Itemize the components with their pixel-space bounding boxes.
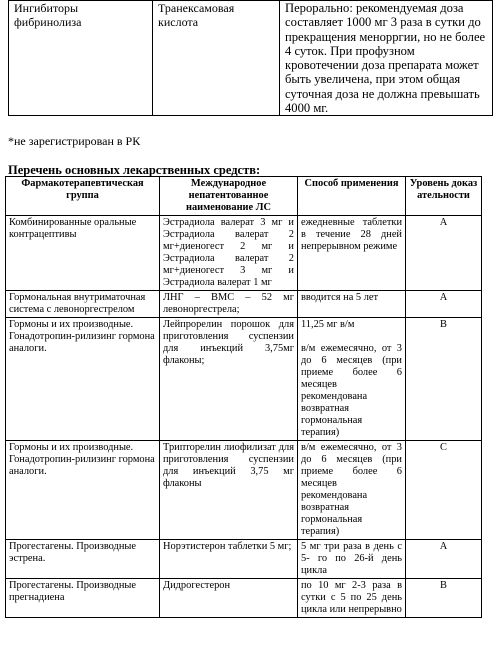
method-cell: ежедневные таблетки в течение 28 дней непрерывном режиме <box>298 216 406 291</box>
group-cell: Ингибиторы фибринолиза <box>9 1 153 116</box>
fibrinolysis-inhibitor-table <box>8 0 493 116</box>
inn-cell: Трипторелин лиофилизат для приготовления суспензии для инъекций 3,75 мг флаконы <box>160 441 298 540</box>
method-cell: вводится на 5 лет <box>298 291 406 318</box>
drug-cell: Транексамовая кислота <box>153 1 280 116</box>
essential-drugs-table <box>5 176 482 618</box>
inn-cell: Дидрогестерон <box>160 579 298 618</box>
inn-cell: Норэтистерон таблетки 5 мг; <box>160 540 298 579</box>
inn-cell: Лейпрорелин порошок для приготовления суспензии для инъекций 3,75мг флаконы; <box>160 318 298 441</box>
table-row <box>9 1 493 116</box>
method-cell: в/м ежемесячно, от 3 до 6 месяцев (при приеме более 6 месяцев рекомендована возвратная гормональная терапия) <box>298 441 406 540</box>
inn-cell: ЛНГ – ВМС – 52 мг левоноргестрела; <box>160 291 298 318</box>
group-cell: Прогестагены. Производные эстрена. <box>6 540 160 579</box>
method-cell: 11,25 мг в/м в/м ежемесячно, от 3 до 6 месяцев (при приеме более 6 месяцев рекомендована возвратная гормональная терапия) <box>298 318 406 441</box>
level-cell: А <box>406 291 482 318</box>
table-row <box>6 216 482 291</box>
header-group: Фармакотерапевтическая группа <box>6 177 160 216</box>
level-cell: С <box>406 441 482 540</box>
header-level: Уровень доказательности <box>406 177 482 216</box>
table-row <box>6 291 482 318</box>
inn-cell: Эстрадиола валерат 3 мг и Эстрадиола валерат 2 мг+диеногест 2 мг и Эстрадиола валерат 2 мг+диеногест 3 мг и Эстрадиола валерат 1 мг <box>160 216 298 291</box>
level-cell: А <box>406 216 482 291</box>
level-cell: В <box>406 318 482 441</box>
header-row <box>6 177 482 216</box>
section-title: Перечень основных лекарственных средств: <box>8 163 261 177</box>
level-cell: А <box>406 540 482 579</box>
group-cell: Прогестагены. Производные прегнадиена <box>6 579 160 618</box>
group-cell: Гормональная внутриматочная система с левоноргестрелом <box>6 291 160 318</box>
method-cell: 5 мг три раза в день с 5- го по 26-й день цикла <box>298 540 406 579</box>
method-cell: по 10 мг 2-3 раза в сутки с 5 по 25 день цикла или непрерывно <box>298 579 406 618</box>
table-row <box>6 579 482 618</box>
table-row <box>6 441 482 540</box>
group-cell: Гормоны и их производные. Гонадотропин-рилизинг гормона аналоги. <box>6 318 160 441</box>
footnote: *не зарегистрирован в РК <box>8 134 141 148</box>
route-cell: Перорально: рекомендуемая доза составляет 1000 мг 3 раза в сутки до прекращения менорргии, но не более 4 суток. При профузном кровотечении доза препарата может быть увеличена, при этом общая суточная доза не должна превышать 4000 мг. <box>280 1 493 116</box>
table-row <box>6 540 482 579</box>
group-cell: Гормоны и их производные. Гонадотропин-рилизинг гормона аналоги. <box>6 441 160 540</box>
header-inn: Международное непатентованное наименование ЛС <box>160 177 298 216</box>
header-method: Способ применения <box>298 177 406 216</box>
group-cell: Комбинированные оральные контрацептивы <box>6 216 160 291</box>
level-cell: В <box>406 579 482 618</box>
table-row <box>6 318 482 441</box>
